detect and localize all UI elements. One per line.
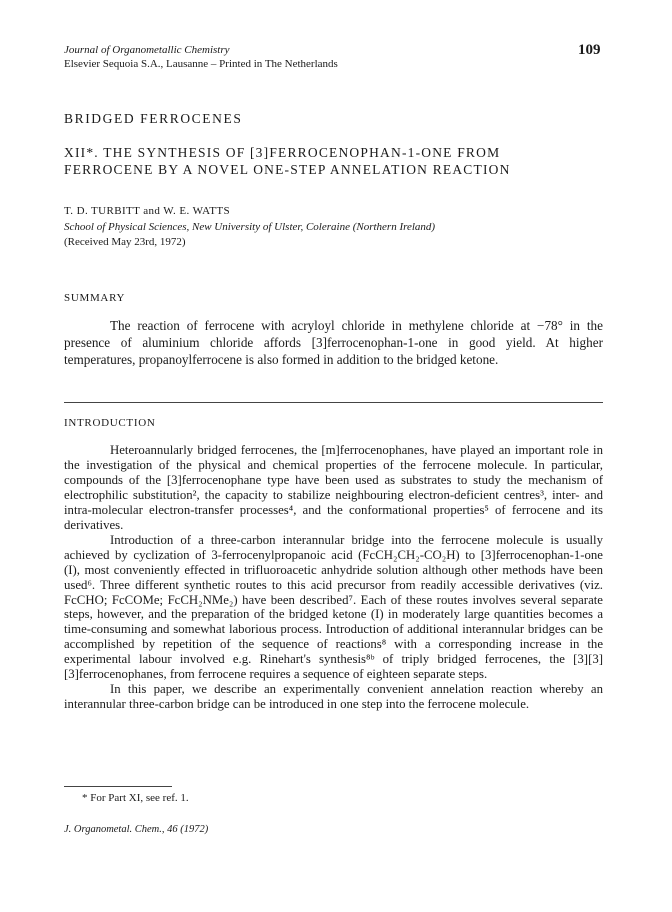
journal-name: Journal of Organometallic Chemistry — [64, 44, 230, 56]
footnote-rule — [64, 786, 172, 787]
journal-footer: J. Organometal. Chem., 46 (1972) — [64, 824, 209, 835]
affiliation: School of Physical Sciences, New University of Ulster, Coleraine (Northern Ireland) — [64, 221, 436, 233]
intro-paragraph-2: Introduction of a three-carbon interannular bridge into the ferrocene molecule is usually achieved by cyclization of 3-ferrocenylpropanoic acid (FcCH₂CH₂-CO₂H) to [3]ferrocenophan-1-one (I), most conveniently effected in trifluoroacetic anhydride solution although other methods have been used⁶. Three different synthetic routes to this acid precursor from readily accessible derivatives (viz. FcCHO; FcCOMe; FcCH₂NMe₂) have been described⁷. Each of these routes involves several separate steps, however, and the preparation of the bridged ketone (I) in moderately large quantities becomes a time-consuming and somewhat laborious process. Introduction of additional interannular bridges can be accomplished by repetition of the sequence of reactions⁸ with a corresponding increase in the experimental labour involved e.g. Rinehart's synthesis⁸ᵇ of triply bridged ferrocenes, the [3][3][3]ferrocenophanes, from ferrocene requires a sequence of eighteen separate steps. — [64, 532, 603, 682]
article-title-line-2: FERROCENE BY A NOVEL ONE-STEP ANNELATION REACTION — [64, 162, 511, 177]
introduction-body — [64, 443, 603, 712]
footnote: * For Part XI, see ref. 1. — [82, 792, 189, 804]
summary-heading: SUMMARY — [64, 292, 126, 304]
section-divider — [64, 402, 603, 403]
intro-paragraph-1: Heteroannularly bridged ferrocenes, the [m]ferrocenophanes, have played an important role in the investigation of the physical and chemical properties of the ferrocene molecule. In particular, compounds of the [3]ferrocenophane type have been used as substrates to study the mechanism of electrophilic substitution², the capacity to stabilize neighbouring electron-deficient centres³, inter- and intra-molecular electron-transfer processes⁴, and the conformational properties⁵ of ferrocene and its derivatives. — [64, 443, 603, 532]
received-date: (Received May 23rd, 1972) — [64, 236, 186, 248]
summary-text: The reaction of ferrocene with acryloyl chloride in methylene chloride at −78° in the presence of aluminium chloride affords [3]ferrocenophan-1-one in good yield. At higher temperatures, propanoylferrocene is also formed in addition to the bridged ketone. — [64, 318, 603, 367]
introduction-heading: INTRODUCTION — [64, 417, 156, 429]
article-title-line-1: XII*. THE SYNTHESIS OF [3]FERROCENOPHAN-1-ONE FROM — [64, 145, 501, 160]
intro-paragraph-3: In this paper, we describe an experimentally convenient annelation reaction whereby an interannular three-carbon bridge can be introduced in one step into the ferrocene molecule. — [64, 682, 603, 712]
authors: T. D. TURBITT and W. E. WATTS — [64, 205, 231, 217]
page-number: 109 — [578, 42, 601, 58]
publisher-line: Elsevier Sequoia S.A., Lausanne – Printed in The Netherlands — [64, 58, 338, 70]
series-title: BRIDGED FERROCENES — [64, 111, 243, 126]
